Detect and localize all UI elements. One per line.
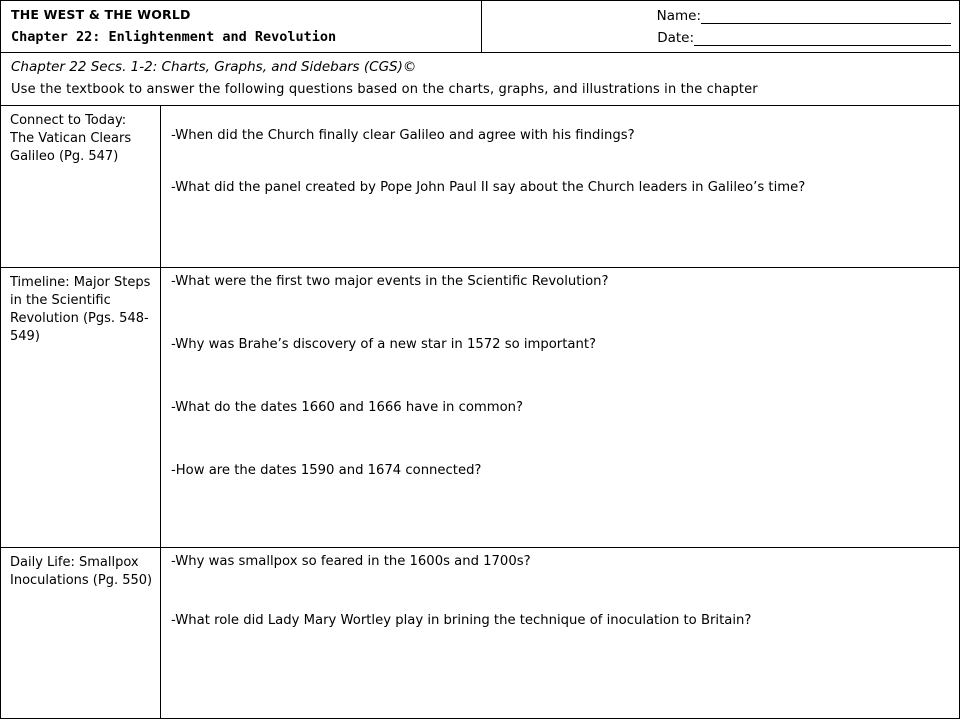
header-row xyxy=(1,1,960,53)
question-item: -When did the Church finally clear Galileo and agree with his findings? xyxy=(171,128,635,143)
topic-cell: Daily Life: Smallpox Inoculations (Pg. 550) xyxy=(1,548,161,719)
name-label: Name: xyxy=(656,8,702,24)
question-item: -What were the first two major events in the Scientific Revolution? xyxy=(171,274,609,289)
date-label: Date: xyxy=(657,30,695,46)
topic-cell: Connect to Today: The Vatican Clears Galileo (Pg. 547) xyxy=(1,106,161,268)
instructions-title: Chapter 22 Secs. 1-2: Charts, Graphs, and Sidebars (CGS)© xyxy=(11,59,417,75)
topic-cell: Timeline: Major Steps in the Scientific Revolution (Pgs. 548-549) xyxy=(1,268,161,548)
question-item: -What role did Lady Mary Wortley play in brining the technique of inoculation to Britain? xyxy=(171,613,752,628)
question-item: -How are the dates 1590 and 1674 connected? xyxy=(171,463,482,478)
header-fields-cell xyxy=(482,1,960,53)
course-title: THE WEST & THE WORLD xyxy=(11,7,191,22)
section-row-timeline xyxy=(1,268,960,548)
instructions-row xyxy=(1,53,960,106)
section-row-smallpox xyxy=(1,548,960,719)
instructions-text: Use the textbook to answer the following questions based on the charts, graphs, and illustrations in the chapter xyxy=(11,82,758,97)
questions-cell xyxy=(161,106,960,268)
questions-cell xyxy=(161,268,960,548)
header-title-cell xyxy=(1,1,482,53)
question-item: -Why was Brahe’s discovery of a new star in 1572 so important? xyxy=(171,337,596,352)
questions-cell xyxy=(161,548,960,719)
date-blank[interactable] xyxy=(694,31,951,46)
section-row-galileo xyxy=(1,106,960,268)
instructions-cell xyxy=(1,53,960,106)
name-field[interactable] xyxy=(490,7,951,24)
name-blank[interactable] xyxy=(701,9,951,24)
question-item: -What do the dates 1660 and 1666 have in common? xyxy=(171,400,524,415)
question-item: -Why was smallpox so feared in the 1600s and 1700s? xyxy=(171,554,531,569)
date-field[interactable] xyxy=(490,29,951,46)
question-item: -What did the panel created by Pope John Paul II say about the Church leaders in Galileo’s time? xyxy=(171,180,806,195)
chapter-title: Chapter 22: Enlightenment and Revolution xyxy=(11,29,337,45)
